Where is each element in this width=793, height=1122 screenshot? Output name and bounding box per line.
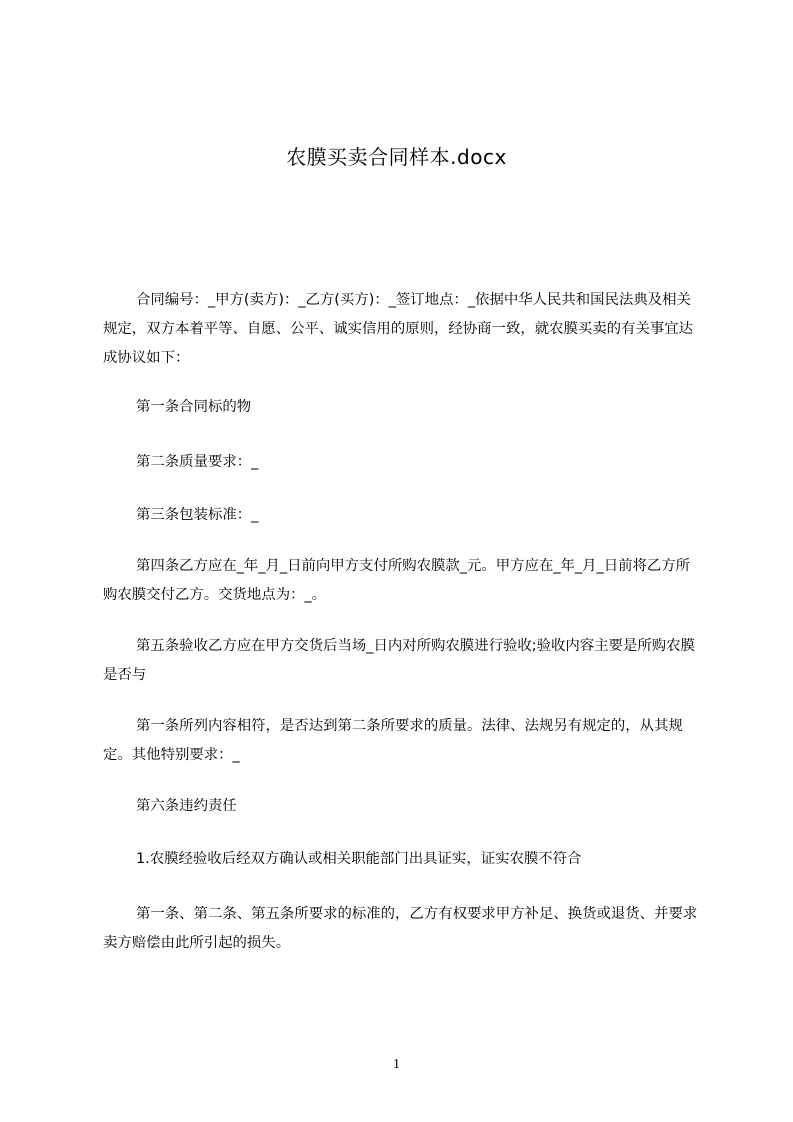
paragraph-article-4: 第四条乙方应在_年_月_日前向甲方支付所购农膜款_元。甲方应在_年_月_日前将乙方所购农膜交付乙方。交货地点为：_。 — [103, 558, 691, 603]
document-title: 农膜买卖合同样本.docx — [286, 145, 507, 169]
page-number: 1 — [393, 1057, 400, 1072]
paragraph-article-1: 第一条合同标的物 — [136, 399, 252, 415]
paragraph-article-3: 第三条包装标准：_ — [136, 507, 259, 523]
paragraph-contract-intro: 合同编号：_甲方(卖方)：_乙方(买方)：_签订地点：_依据中华人民共和国民法典及相关规定，双方本着平等、自愿、公平、诚实信用的原则，经协商一致，就农膜买卖的有关事宜达成协议如下： — [103, 292, 694, 366]
paragraph-article-2: 第二条质量要求：_ — [136, 454, 259, 470]
paragraph-article-5: 第五条验收乙方应在甲方交货后当场_日内对所购农膜进行验收;验收内容主要是所购农膜是否与 — [103, 638, 695, 683]
paragraph-article-6-item-1-continued: 第一条、第二条、第五条所要求的标准的，乙方有权要求甲方补足、换货或退货、并要求卖方赔偿由此所引起的损失。 — [103, 906, 698, 951]
paragraph-article-6-item-1: 1.农膜经验收后经双方确认或相关职能部门出具证实，证实农膜不符合 — [136, 851, 582, 867]
paragraph-article-5-continued: 第一条所列内容相符，是否达到第二条所要求的质量。法律、法规另有规定的，从其规定。其他特别要求：_ — [103, 718, 683, 763]
paragraph-article-6: 第六条违约责任 — [136, 798, 237, 814]
